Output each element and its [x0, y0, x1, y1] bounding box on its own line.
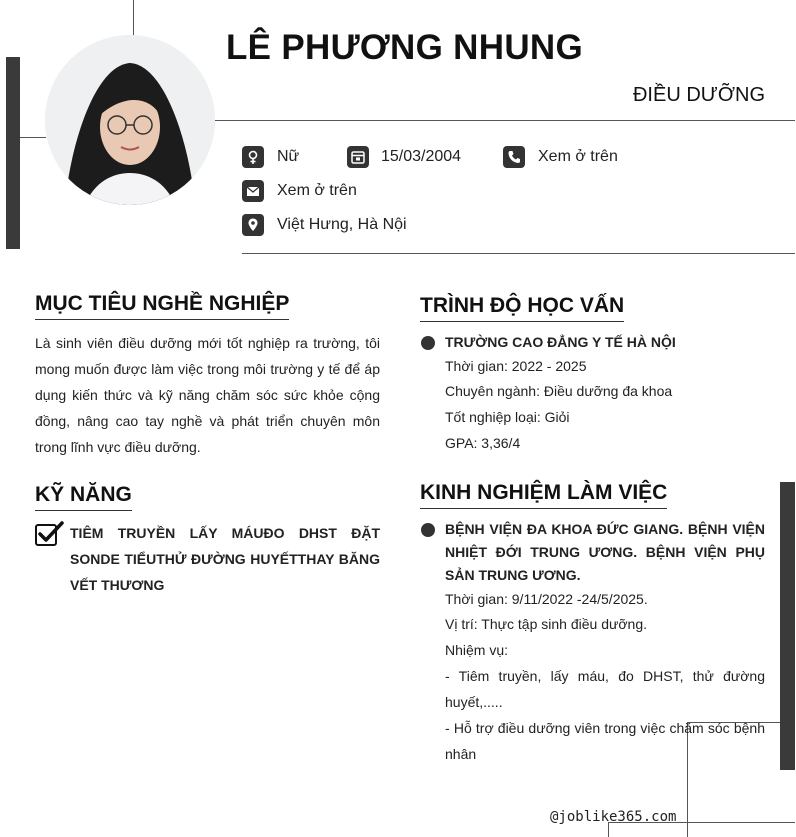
experience-bullet	[421, 523, 435, 537]
experience-heading: KINH NGHIỆM LÀM VIỆC	[420, 481, 667, 509]
experience-position: Vị trí: Thực tập sinh điều dưỡng.	[445, 616, 647, 632]
duty-item: - Tiêm truyền, lấy máu, đo DHST, thử đường huyết,.....	[445, 668, 765, 710]
location-icon	[242, 214, 264, 236]
school-name: TRƯỜNG CAO ĐẲNG Y TẾ HÀ NỘI	[445, 334, 676, 350]
header-divider	[215, 120, 795, 121]
watermark-text: @joblike365.com	[550, 809, 677, 825]
gender-value: Nữ	[277, 148, 300, 165]
experience-time: Thời gian: 9/11/2022 -24/5/2025.	[445, 591, 648, 607]
email-value[interactable]: Xem ở trên	[277, 182, 357, 199]
right-accent-bar	[780, 482, 795, 770]
education-major: Chuyên ngành: Điều dưỡng đa khoa	[445, 383, 673, 399]
left-accent-bar	[6, 57, 20, 249]
education-rank: Tốt nghiệp loại: Giỏi	[445, 409, 570, 425]
birthday-value: 15/03/2004	[381, 148, 462, 165]
email-icon	[242, 180, 264, 202]
checkbox-icon	[34, 521, 64, 547]
calendar-icon	[347, 146, 369, 168]
candidate-name: LÊ PHƯƠNG NHUNG	[226, 28, 584, 67]
education-heading: TRÌNH ĐỘ HỌC VẤN	[420, 294, 624, 322]
gender-icon	[242, 146, 264, 168]
duties-label: Nhiệm vụ:	[445, 642, 509, 658]
contact-divider	[242, 253, 795, 254]
objective-heading: MỤC TIÊU NGHỀ NGHIỆP	[35, 292, 289, 320]
avatar	[45, 35, 215, 205]
company-name: BỆNH VIỆN ĐA KHOA ĐỨC GIANG. BỆNH VIỆN NHIỆT ĐỚI TRUNG ƯƠNG. BỆNH VIỆN PHỤ SẢN TRUNG ƯƠNG.	[445, 521, 765, 583]
phone-icon	[503, 146, 525, 168]
skills-text: TIÊM TRUYỀN LẤY MÁUĐO DHST ĐẶT SONDE TIỂUTHỬ ĐƯỜNG HUYẾTTHAY BĂNG VẾT THƯƠNG	[70, 525, 380, 593]
education-gpa: GPA: 3,36/4	[445, 435, 521, 451]
education-time: Thời gian: 2022 - 2025	[445, 358, 587, 374]
education-bullet	[421, 336, 435, 350]
objective-text: Là sinh viên điều dưỡng mới tốt nghiệp ra trường, tôi mong muốn được làm việc trong môi trường y tế để áp dụng kiến thức và kỹ năng chăm sóc sức khỏe cộng đồng, nâng cao tay nghề và phát triển chuyên môn trong lĩnh vực điều dưỡng.	[35, 335, 380, 455]
left-horizontal-line	[20, 137, 46, 138]
address-value: Việt Hưng, Hà Nội	[277, 216, 407, 233]
skills-heading: KỸ NĂNG	[35, 483, 132, 511]
duty-item: - Hỗ trợ điều dưỡng viên trong việc chăm sóc bệnh nhân	[445, 720, 765, 762]
phone-value[interactable]: Xem ở trên	[538, 148, 618, 165]
top-vertical-line	[133, 0, 134, 36]
job-title: ĐIỀU DƯỠNG	[632, 84, 765, 106]
